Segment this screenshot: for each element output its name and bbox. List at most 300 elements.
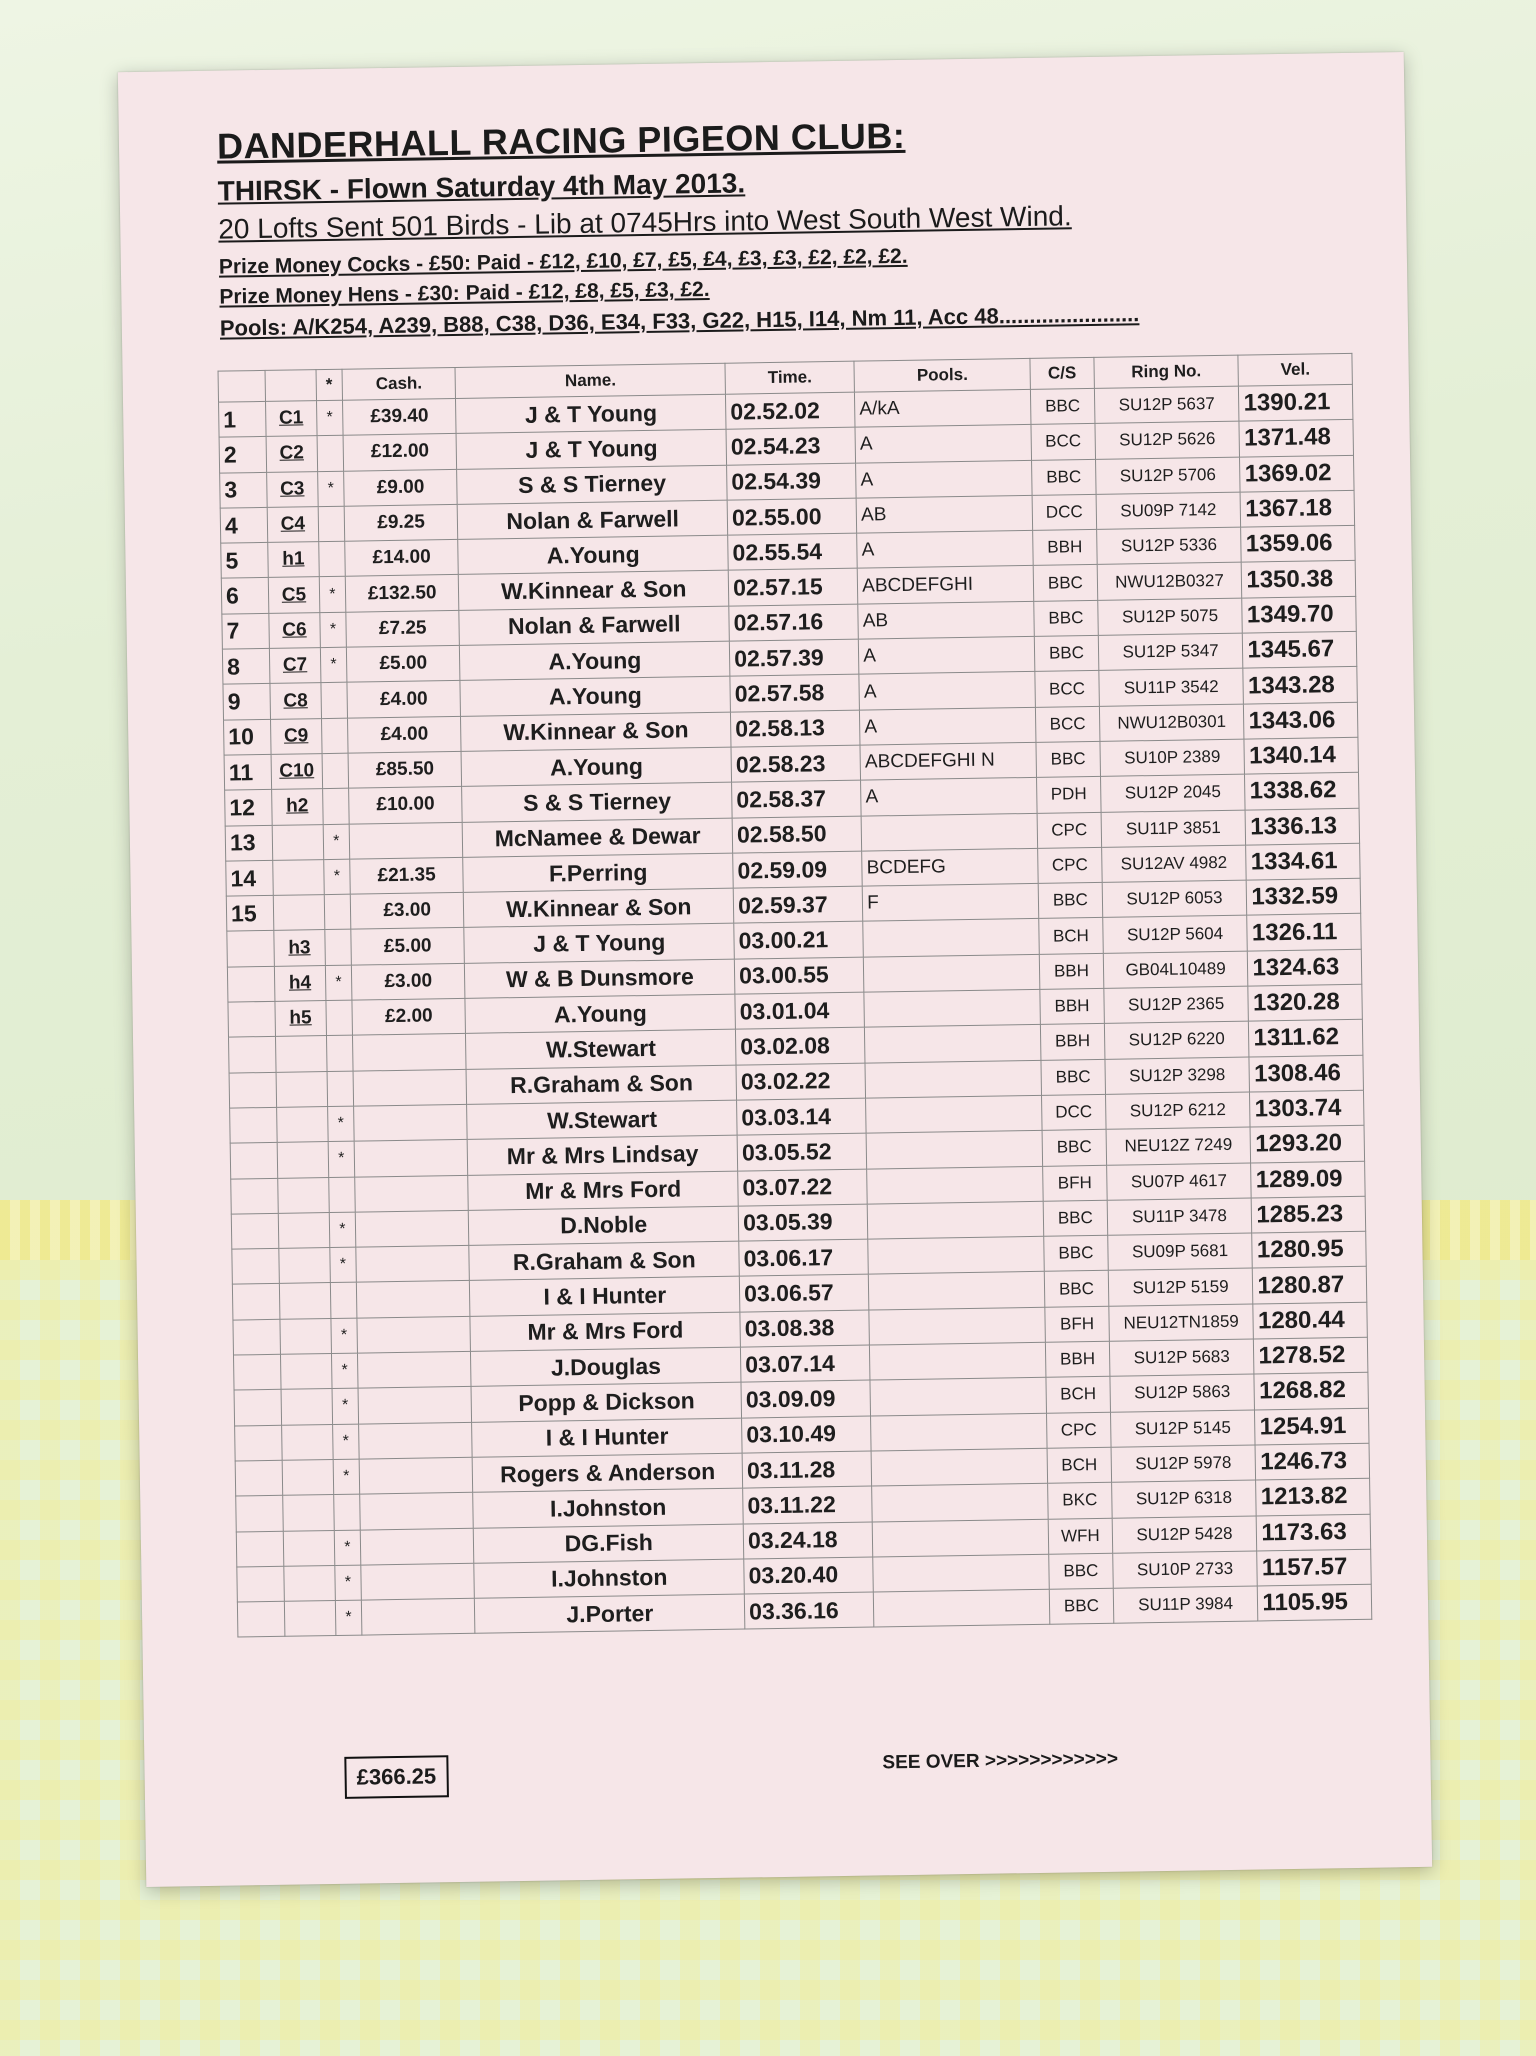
pools-cell — [867, 1166, 1044, 1204]
position-cell — [229, 1072, 276, 1108]
star-cell — [329, 1177, 356, 1213]
pools-cell: A — [857, 531, 1034, 569]
pools-cell: BCDEFG — [862, 848, 1039, 886]
name-cell: W.Stewart — [467, 1100, 737, 1140]
ring-number-cell: SU12P 5706 — [1095, 457, 1240, 495]
time-cell: 02.57.16 — [729, 604, 859, 641]
name-cell: W.Stewart — [466, 1029, 736, 1069]
name-cell: DG.Fish — [474, 1524, 744, 1564]
prize-cell: C2 — [266, 436, 318, 472]
star-cell: * — [325, 965, 352, 1001]
cash-cell — [360, 1528, 474, 1565]
pools-cell: AB — [856, 495, 1033, 533]
prize-cell — [282, 1459, 334, 1495]
position-cell: 8 — [222, 648, 269, 684]
time-cell: 03.24.18 — [743, 1522, 873, 1559]
name-cell: I & I Hunter — [470, 1277, 740, 1317]
star-cell — [322, 788, 349, 824]
name-cell: A.Young — [460, 677, 730, 717]
position-cell: 2 — [219, 437, 266, 473]
colour-sex-cell: BBH — [1040, 988, 1104, 1024]
prize-cell — [276, 1071, 328, 1107]
velocity-cell: 1289.09 — [1251, 1161, 1365, 1198]
time-cell: 02.59.09 — [733, 851, 863, 888]
cash-cell — [359, 1457, 473, 1494]
colour-sex-cell: DCC — [1042, 1094, 1106, 1130]
ring-number-cell: SU12P 5075 — [1097, 598, 1242, 636]
position-cell — [227, 966, 274, 1002]
prize-cell — [273, 895, 325, 931]
pools-cell — [871, 1448, 1048, 1486]
ring-number-cell: SU12P 6220 — [1104, 1021, 1249, 1059]
prize-cell: C3 — [266, 471, 318, 507]
time-cell: 02.52.02 — [726, 392, 856, 429]
colour-sex-cell: BBC — [1049, 1553, 1113, 1589]
ring-number-cell: SU12P 5683 — [1109, 1339, 1254, 1377]
time-cell: 03.05.52 — [737, 1133, 867, 1170]
colour-sex-cell: CPC — [1037, 812, 1101, 848]
time-cell: 02.57.15 — [728, 569, 858, 606]
velocity-cell: 1311.62 — [1249, 1020, 1363, 1057]
pools-cell — [866, 1095, 1043, 1133]
prize-cell: C1 — [265, 401, 317, 437]
col-cash: Cash. — [342, 367, 456, 400]
ring-number-cell: SU11P 3542 — [1099, 668, 1244, 706]
ring-number-cell: SU11P 3851 — [1101, 810, 1246, 848]
position-cell — [236, 1531, 283, 1567]
time-cell: 02.54.39 — [727, 463, 857, 500]
ring-number-cell: SU12P 6318 — [1111, 1480, 1256, 1518]
ring-number-cell: SU12AV 4982 — [1101, 845, 1246, 883]
position-cell — [228, 1001, 275, 1037]
time-cell: 03.02.22 — [736, 1063, 866, 1100]
velocity-cell: 1343.06 — [1244, 702, 1358, 739]
velocity-cell: 1303.74 — [1250, 1090, 1364, 1127]
velocity-cell: 1268.82 — [1254, 1373, 1368, 1410]
position-cell: 4 — [220, 507, 267, 543]
name-cell: McNamee & Dewar — [463, 818, 733, 858]
pools-cell — [867, 1201, 1044, 1239]
colour-sex-cell: BBC — [1038, 883, 1102, 919]
race-conditions: 20 Lofts Sent 501 Birds - Lib at 0745Hrs into West South West Wind. — [218, 200, 1072, 245]
name-cell: J & T Young — [456, 394, 726, 434]
star-cell: * — [329, 1212, 356, 1248]
velocity-cell: 1285.23 — [1252, 1196, 1366, 1233]
colour-sex-cell: BBC — [1042, 1130, 1106, 1166]
ring-number-cell: SU09P 5681 — [1107, 1233, 1252, 1271]
position-cell — [235, 1425, 282, 1461]
time-cell: 02.59.37 — [733, 886, 863, 923]
position-cell: 11 — [224, 754, 271, 790]
pools-cell: A/kA — [855, 389, 1032, 427]
time-cell: 03.09.09 — [741, 1380, 871, 1417]
cash-cell: £14.00 — [345, 540, 459, 577]
star-cell: * — [317, 471, 344, 507]
total-cash-box: £366.25 — [344, 1755, 448, 1799]
ring-number-cell: SU12P 5604 — [1102, 916, 1247, 954]
cash-cell: £4.00 — [347, 681, 461, 718]
name-cell: Mr & Mrs Lindsay — [468, 1135, 738, 1175]
pools-cell — [865, 1060, 1042, 1098]
star-cell: * — [330, 1247, 357, 1283]
star-cell: * — [319, 577, 346, 613]
prize-cell — [284, 1601, 336, 1637]
name-cell: W.Kinnear & Son — [461, 712, 731, 752]
pools-cell — [873, 1589, 1050, 1627]
cash-cell: £85.50 — [348, 751, 462, 788]
velocity-cell: 1367.18 — [1240, 490, 1354, 527]
ring-number-cell: SU12P 5978 — [1111, 1445, 1256, 1483]
position-cell: 3 — [220, 472, 267, 508]
results-body — [219, 384, 1372, 1637]
pools-cell — [872, 1483, 1049, 1521]
position-cell — [236, 1496, 283, 1532]
results-table — [218, 353, 1373, 1638]
star-cell — [322, 753, 349, 789]
prize-cell — [273, 859, 325, 895]
colour-sex-cell: BBC — [1034, 635, 1098, 671]
position-cell — [233, 1319, 280, 1355]
time-cell: 03.00.55 — [734, 957, 864, 994]
name-cell: S & S Tierney — [462, 782, 732, 822]
prize-cell: C8 — [270, 683, 322, 719]
velocity-cell: 1280.87 — [1253, 1267, 1367, 1304]
colour-sex-cell: BBH — [1033, 530, 1097, 566]
ring-number-cell: SU12P 5336 — [1096, 527, 1241, 565]
colour-sex-cell: BBC — [1031, 388, 1095, 424]
star-cell — [318, 506, 345, 542]
velocity-cell: 1213.82 — [1256, 1478, 1370, 1515]
star-cell — [321, 683, 348, 719]
colour-sex-cell: CPC — [1038, 847, 1102, 883]
pools-cell: AB — [858, 601, 1035, 639]
see-over-note: SEE OVER >>>>>>>>>>>> — [882, 1748, 1119, 1774]
name-cell: F.Perring — [463, 853, 733, 893]
position-cell — [231, 1213, 278, 1249]
pools-cell — [869, 1307, 1046, 1345]
position-cell — [237, 1601, 284, 1637]
sheet-header — [217, 108, 1350, 342]
ring-number-cell: SU12P 3298 — [1105, 1057, 1250, 1095]
star-cell: * — [316, 400, 343, 436]
colour-sex-cell: BBH — [1039, 953, 1103, 989]
col-colour-sex: C/S — [1030, 357, 1094, 389]
prize-cell — [275, 1036, 327, 1072]
cash-cell — [353, 1104, 467, 1141]
position-cell: 5 — [221, 543, 268, 579]
time-cell: 03.11.22 — [743, 1486, 873, 1523]
position-cell: 10 — [224, 719, 271, 755]
cash-cell — [356, 1245, 470, 1282]
name-cell: I.Johnston — [474, 1559, 744, 1599]
velocity-cell: 1173.63 — [1257, 1514, 1371, 1551]
time-cell: 02.54.23 — [726, 427, 856, 464]
pools-cell — [866, 1131, 1043, 1169]
cash-cell: £132.50 — [345, 575, 459, 612]
velocity-cell: 1246.73 — [1255, 1443, 1369, 1480]
colour-sex-cell: BFH — [1045, 1306, 1109, 1342]
name-cell: Nolan & Farwell — [458, 500, 728, 540]
ring-number-cell: SU12P 2365 — [1104, 986, 1249, 1024]
name-cell: Nolan & Farwell — [459, 606, 729, 646]
colour-sex-cell: BCC — [1031, 424, 1095, 460]
position-cell — [228, 1037, 275, 1073]
pools-cell — [871, 1413, 1048, 1451]
cash-cell: £12.00 — [343, 434, 457, 471]
prize-cell: C7 — [269, 648, 321, 684]
colour-sex-cell: BBC — [1044, 1271, 1108, 1307]
time-cell: 02.57.39 — [729, 639, 859, 676]
ring-number-cell: SU11P 3478 — [1107, 1198, 1252, 1236]
time-cell: 03.20.40 — [744, 1557, 874, 1594]
time-cell: 02.58.13 — [731, 710, 861, 747]
velocity-cell: 1324.63 — [1248, 949, 1362, 986]
time-cell: 03.01.04 — [735, 992, 865, 1029]
ring-number-cell: SU12P 5428 — [1112, 1516, 1257, 1554]
prize-cell — [281, 1424, 333, 1460]
time-cell: 02.58.23 — [731, 745, 861, 782]
velocity-cell: 1280.44 — [1253, 1302, 1367, 1339]
prize-cell — [278, 1212, 330, 1248]
position-cell: 14 — [226, 860, 273, 896]
pools-cell: A — [859, 672, 1036, 710]
cash-cell — [355, 1175, 469, 1212]
star-cell — [325, 930, 352, 966]
prize-cell — [279, 1248, 331, 1284]
prize-cell — [284, 1565, 336, 1601]
time-cell: 03.36.16 — [744, 1592, 874, 1629]
pools-cell: A — [855, 425, 1032, 463]
pools-cell: A — [859, 636, 1036, 674]
name-cell: Mr & Mrs Ford — [468, 1171, 738, 1211]
ring-number-cell: SU12P 5626 — [1095, 421, 1240, 459]
time-cell: 02.57.58 — [730, 675, 860, 712]
cash-cell: £3.00 — [350, 893, 464, 930]
colour-sex-cell: BKC — [1048, 1482, 1112, 1518]
ring-number-cell: SU12P 5347 — [1098, 633, 1243, 671]
col-star: * — [316, 369, 343, 400]
star-cell: * — [328, 1141, 355, 1177]
name-cell: J.Douglas — [471, 1347, 741, 1387]
cash-cell — [354, 1140, 468, 1177]
cash-cell — [360, 1493, 474, 1530]
cash-cell — [361, 1563, 475, 1600]
cash-cell — [358, 1422, 472, 1459]
velocity-cell: 1293.20 — [1250, 1126, 1364, 1163]
position-cell — [227, 931, 274, 967]
prize-cell: h3 — [274, 930, 326, 966]
prize-cell: h5 — [275, 1001, 327, 1037]
prize-cell — [279, 1283, 331, 1319]
colour-sex-cell: BFH — [1043, 1165, 1107, 1201]
pools-cell: A — [856, 460, 1033, 498]
colour-sex-cell: WFH — [1048, 1518, 1112, 1554]
prize-cell — [280, 1318, 332, 1354]
prize-cell: h1 — [268, 542, 320, 578]
ring-number-cell: SU12P 5159 — [1108, 1268, 1253, 1306]
star-cell: * — [334, 1530, 361, 1566]
pools-cell — [870, 1378, 1047, 1416]
velocity-cell: 1326.11 — [1247, 914, 1361, 951]
velocity-cell: 1371.48 — [1239, 420, 1353, 457]
cash-cell — [353, 1069, 467, 1106]
velocity-cell: 1338.62 — [1245, 773, 1359, 810]
prize-cell: C4 — [267, 507, 319, 543]
pools-cell — [864, 954, 1041, 992]
colour-sex-cell: BBC — [1033, 565, 1097, 601]
cash-cell — [357, 1351, 471, 1388]
colour-sex-cell: BCC — [1036, 706, 1100, 742]
prize-cell — [278, 1177, 330, 1213]
position-cell: 13 — [225, 825, 272, 861]
velocity-cell: 1343.28 — [1243, 667, 1357, 704]
name-cell: Popp & Dickson — [471, 1382, 741, 1422]
star-cell: * — [335, 1565, 362, 1601]
position-cell — [233, 1354, 280, 1390]
pools-cell: ABCDEFGHI N — [860, 742, 1037, 780]
velocity-cell: 1105.95 — [1258, 1584, 1372, 1621]
pools-cell: ABCDEFGHI — [857, 566, 1034, 604]
pools-cell — [873, 1554, 1050, 1592]
colour-sex-cell: BBC — [1032, 459, 1096, 495]
results-sheet — [118, 52, 1432, 1887]
prize-cell: C9 — [270, 718, 322, 754]
ring-number-cell: SU12P 6212 — [1105, 1092, 1250, 1130]
cash-cell: £2.00 — [352, 998, 466, 1035]
name-cell: I.Johnston — [473, 1488, 743, 1528]
name-cell: R.Graham & Son — [469, 1241, 739, 1281]
velocity-cell: 1320.28 — [1248, 984, 1362, 1021]
star-cell — [324, 894, 351, 930]
race-title: THIRSK - Flown Saturday 4th May 2013. — [217, 167, 746, 207]
cash-cell: £10.00 — [349, 787, 463, 824]
ring-number-cell: NWU12B0327 — [1097, 563, 1242, 601]
name-cell: S & S Tierney — [457, 465, 727, 505]
velocity-cell: 1332.59 — [1247, 878, 1361, 915]
ring-number-cell: SU09P 7142 — [1096, 492, 1241, 530]
colour-sex-cell: BCH — [1047, 1447, 1111, 1483]
velocity-cell: 1254.91 — [1255, 1408, 1369, 1445]
col-prize — [265, 370, 316, 402]
star-cell: * — [332, 1388, 359, 1424]
velocity-cell: 1345.67 — [1243, 631, 1357, 668]
velocity-cell: 1280.95 — [1252, 1231, 1366, 1268]
prize-cell: C10 — [271, 754, 323, 790]
pools-cell — [864, 989, 1041, 1027]
name-cell: J & T Young — [456, 429, 726, 469]
ring-number-cell: NEU12TN1859 — [1109, 1304, 1254, 1342]
col-pools: Pools. — [854, 358, 1030, 392]
ring-number-cell: GB04L10489 — [1103, 951, 1248, 989]
ring-number-cell: SU11P 3984 — [1113, 1586, 1258, 1624]
time-cell: 02.58.50 — [732, 816, 862, 853]
star-cell — [317, 436, 344, 472]
colour-sex-cell: PDH — [1037, 777, 1101, 813]
colour-sex-cell: BCH — [1039, 918, 1103, 954]
prize-money-hens: Prize Money Hens - £30: Paid - £12, £8, £5, £3, £2. — [219, 277, 710, 309]
time-cell: 03.00.21 — [734, 922, 864, 959]
colour-sex-cell: BBC — [1044, 1235, 1108, 1271]
time-cell: 03.11.28 — [742, 1451, 872, 1488]
position-cell — [235, 1460, 282, 1496]
name-cell: W.Kinnear & Son — [459, 571, 729, 611]
star-cell — [330, 1283, 357, 1319]
name-cell: J.Porter — [475, 1594, 745, 1634]
velocity-cell: 1308.46 — [1249, 1055, 1363, 1092]
position-cell — [232, 1248, 279, 1284]
col-velocity: Vel. — [1238, 353, 1352, 386]
prize-cell — [280, 1354, 332, 1390]
star-cell — [319, 541, 346, 577]
position-cell: 7 — [222, 613, 269, 649]
cash-cell — [358, 1387, 472, 1424]
ring-number-cell: NWU12B0301 — [1099, 704, 1244, 742]
pools-cell — [872, 1519, 1049, 1557]
name-cell: D.Noble — [469, 1206, 739, 1246]
ring-number-cell: SU10P 2389 — [1100, 739, 1245, 777]
pools-cell — [870, 1342, 1047, 1380]
pools-cell — [869, 1272, 1046, 1310]
ring-number-cell: SU12P 5863 — [1110, 1374, 1255, 1412]
colour-sex-cell: DCC — [1032, 494, 1096, 530]
velocity-cell: 1336.13 — [1245, 808, 1359, 845]
colour-sex-cell: CPC — [1047, 1412, 1111, 1448]
ring-number-cell: SU07P 4617 — [1106, 1163, 1251, 1201]
position-cell — [230, 1107, 277, 1143]
col-name: Name. — [455, 363, 725, 398]
position-cell: 12 — [225, 790, 272, 826]
time-cell: 03.06.57 — [739, 1274, 869, 1311]
colour-sex-cell: BCH — [1046, 1377, 1110, 1413]
star-cell: * — [327, 1106, 354, 1142]
star-cell — [326, 1000, 353, 1036]
prize-cell — [283, 1530, 335, 1566]
star-cell: * — [320, 647, 347, 683]
pools-cell — [865, 1025, 1042, 1063]
velocity-cell: 1349.70 — [1242, 596, 1356, 633]
prize-cell — [281, 1389, 333, 1425]
col-position — [218, 370, 265, 402]
pools-cell: A — [860, 707, 1037, 745]
cash-cell: £21.35 — [350, 857, 464, 894]
colour-sex-cell: BBH — [1046, 1341, 1110, 1377]
position-cell — [231, 1178, 278, 1214]
star-cell: * — [331, 1318, 358, 1354]
cash-cell — [356, 1281, 470, 1318]
position-cell — [234, 1390, 281, 1426]
velocity-cell: 1390.21 — [1239, 384, 1353, 421]
time-cell: 03.07.14 — [741, 1345, 871, 1382]
colour-sex-cell: BBC — [1036, 741, 1100, 777]
name-cell: W.Kinnear & Son — [464, 888, 734, 928]
ring-number-cell: SU12P 6053 — [1102, 880, 1247, 918]
position-cell: 1 — [219, 401, 266, 437]
time-cell: 03.06.17 — [739, 1239, 869, 1276]
cash-cell — [352, 1034, 466, 1071]
cash-cell: £7.25 — [346, 610, 460, 647]
star-cell: * — [324, 859, 351, 895]
colour-sex-cell: BCC — [1035, 671, 1099, 707]
time-cell: 03.07.22 — [738, 1169, 868, 1206]
pools-cell — [861, 813, 1038, 851]
colour-sex-cell: BBC — [1034, 600, 1098, 636]
cash-cell: £5.00 — [346, 645, 460, 682]
star-cell — [327, 1071, 354, 1107]
star-cell: * — [332, 1424, 359, 1460]
cash-cell — [349, 822, 463, 859]
name-cell: R.Graham & Son — [466, 1065, 736, 1105]
name-cell: I & I Hunter — [472, 1418, 742, 1458]
